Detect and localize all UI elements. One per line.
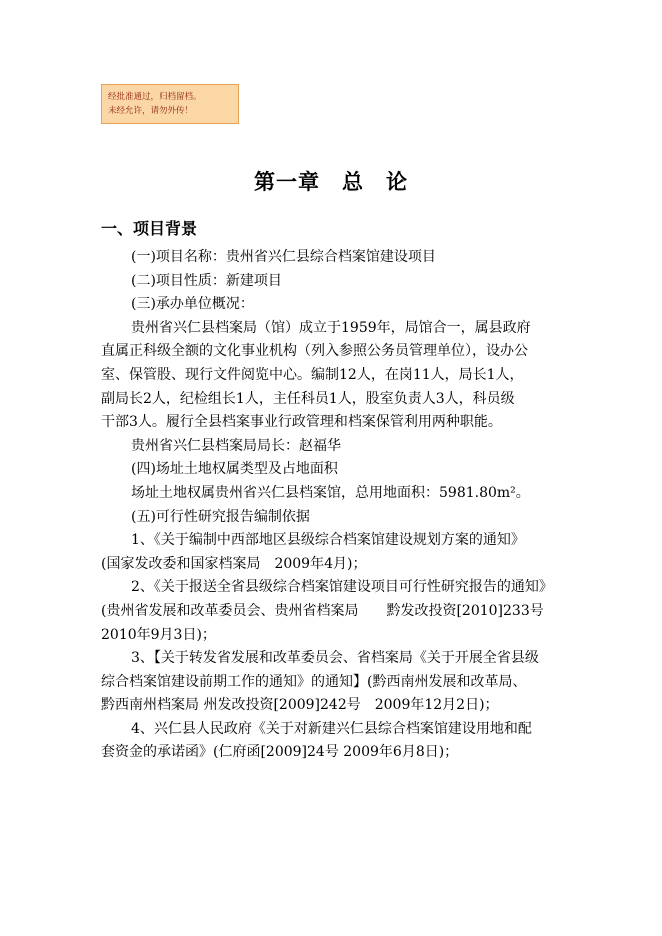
notice-line-2: 未经允许，请勿外传！ — [108, 106, 194, 116]
body-line: (一)项目名称：贵州省兴仁县综合档案馆建设项目 — [131, 249, 436, 265]
body-line: 干部3人。履行全县档案事业行政管理和档案保管利用两种职能。 — [101, 414, 502, 431]
body-line: 1、《关于编制中西部地区县级综合档案馆建设规划方案的通知》 — [131, 532, 525, 549]
body-line: 黔西南州档案局 州发改投资[2009]242号 2009年12月2日)； — [101, 697, 499, 714]
section-title: 一、项目背景 — [101, 219, 198, 238]
body-line: (贵州省发展和改革委员会、贵州省档案局 黔发改投资[2010]233号 — [101, 602, 544, 619]
body-line: 副局长2人，纪检组长1人，主任科员1人，股室负责人3人，科员级 — [101, 390, 515, 407]
body-line: 套资金的承诺函》(仁府函[2009]24号 2009年6月8日)； — [101, 744, 459, 761]
body-line: (国家发改委和国家档案局 2009年4月)； — [101, 555, 367, 572]
body-line: 3、【关于转发省发展和改革委员会、省档案局《关于开展全省县级 — [131, 650, 539, 667]
body-line: 2、《关于报送全省县级综合档案馆建设项目可行性研究报告的通知》 — [131, 579, 553, 596]
confidential-notice-box — [101, 84, 239, 124]
body-line: 综合档案馆建设前期工作的通知》的通知】(黔西南州发展和改革局、 — [101, 673, 527, 690]
body-line: 4、兴仁县人民政府《关于对新建兴仁县综合档案馆建设用地和配 — [131, 720, 532, 737]
chapter-title: 第一章 总 论 — [254, 170, 408, 194]
body-line: (三)承办单位概况： — [131, 296, 254, 313]
notice-line-1: 经批准通过，归档留档。 — [108, 92, 202, 102]
body-line: 贵州省兴仁县档案局局长：赵福华 — [131, 437, 341, 454]
body-line: (四)场址土地权属类型及占地面积 — [131, 461, 338, 478]
body-line: (二)项目性质：新建项目 — [131, 272, 282, 289]
body-line: 贵州省兴仁县档案局（馆）成立于1959年，局馆合一，属县政府 — [131, 319, 531, 336]
body-line: 场址土地权属贵州省兴仁县档案馆，总用地面积：5981.80m²。 — [131, 484, 530, 501]
body-line: (五)可行性研究报告编制依据 — [131, 508, 310, 525]
document-body — [101, 246, 601, 765]
body-line: 室、保管股、现行文件阅览中心。编制12人，在岗11人，局长1人， — [101, 366, 524, 383]
body-line: 直属正科级全额的文化事业机构（列入参照公务员管理单位），设办公 — [101, 343, 528, 360]
body-line: 2010年9月3日)； — [101, 626, 216, 643]
